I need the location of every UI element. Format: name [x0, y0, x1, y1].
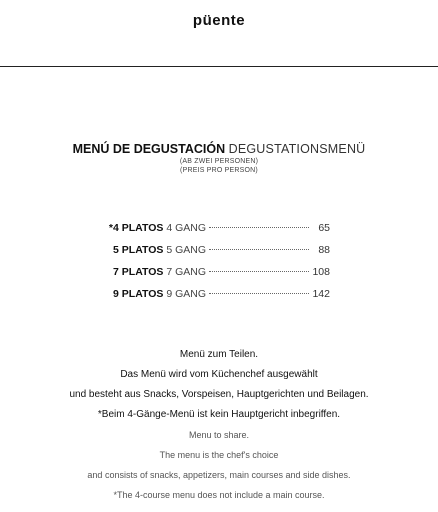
menu-row-label-de: 5 GANG — [166, 244, 206, 256]
menu-row-label-es: 9 PLATOS — [113, 288, 164, 300]
dot-leader — [209, 271, 309, 272]
menu-title-german: DEGUSTATIONSMENÜ — [228, 142, 366, 156]
note-en-line: *The 4-course menu does not include a main course. — [113, 490, 325, 500]
menu-row-label — [113, 288, 206, 300]
dot-leader — [209, 227, 309, 228]
note-en-line: Menu to share. — [188, 430, 250, 440]
subtitle-persons: (AB ZWEI PERSONEN) — [179, 158, 259, 165]
note-de-line: und besteht aus Snacks, Vorspeisen, Hauptgerichten und Beilagen. — [69, 389, 369, 400]
menu-row-label-de: 9 GANG — [166, 288, 206, 300]
menu-row-price: 65 — [318, 222, 330, 234]
menu-title — [0, 142, 438, 156]
note-de-line: Menü zum Teilen. — [179, 349, 259, 360]
menu-row-label — [109, 222, 206, 234]
subtitle-price-note: (PREIS PRO PERSON) — [180, 167, 258, 174]
note-en-line: and consists of snacks, appetizers, main courses and side dishes. — [87, 470, 351, 480]
menu-row — [100, 244, 330, 266]
dot-leader — [209, 293, 309, 294]
menu-row-price: 108 — [312, 266, 330, 278]
dot-leader — [209, 249, 309, 250]
menu-row-price: 88 — [318, 244, 330, 256]
tasting-menu-list — [100, 222, 330, 310]
menu-row-label-de: 4 GANG — [166, 222, 206, 234]
menu-row-label-es: 5 PLATOS — [113, 244, 164, 256]
menu-notes — [0, 345, 438, 505]
menu-row — [100, 222, 330, 244]
menu-row — [100, 266, 330, 288]
menu-row-price: 142 — [312, 288, 330, 300]
note-en-line: The menu is the chef's choice — [159, 450, 279, 460]
menu-row-label-es: *4 PLATOS — [108, 222, 164, 234]
menu-title-spanish: MENÚ DE DEGUSTACIÓN — [72, 142, 226, 156]
menu-row-label — [113, 244, 206, 256]
brand-logo[interactable] — [0, 12, 438, 29]
menu-row-label-de: 7 GANG — [166, 266, 206, 278]
note-de-line: *Beim 4-Gänge-Menü ist kein Hauptgericht inbegriffen. — [97, 409, 341, 420]
header-divider — [0, 66, 438, 67]
note-de-line: Das Menü wird vom Küchenchef ausgewählt — [120, 369, 318, 380]
menu-row-label — [113, 266, 206, 278]
logo-text: püente — [192, 12, 246, 29]
menu-row — [100, 288, 330, 310]
menu-row-label-es: 7 PLATOS — [113, 266, 164, 278]
